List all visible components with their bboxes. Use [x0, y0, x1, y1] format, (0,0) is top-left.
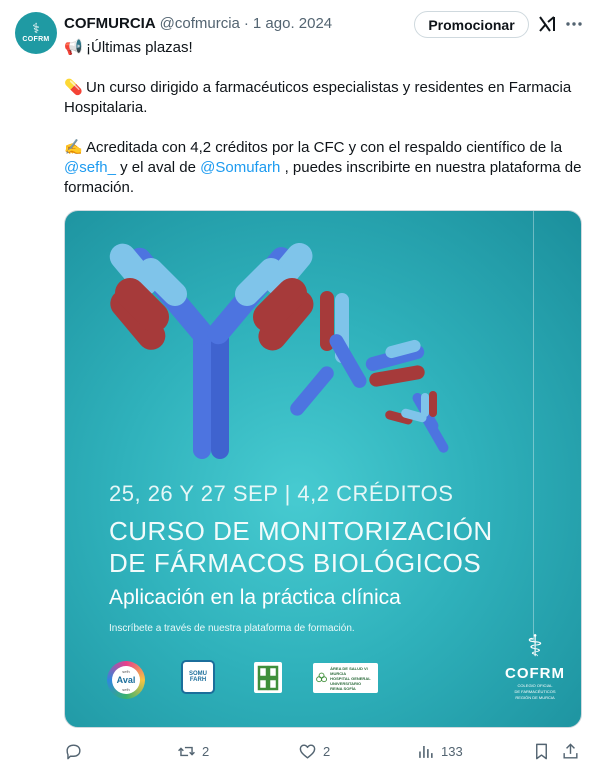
caduceus-icon: ⚕: [526, 629, 544, 664]
grok-icon[interactable]: [537, 14, 557, 34]
tweet-date[interactable]: 1 ago. 2024: [252, 14, 333, 32]
sefh-aval-logo: [107, 661, 145, 699]
views-bar-chart-icon: [416, 742, 435, 761]
aval-bottom-text: sefh: [122, 686, 130, 692]
course-title-line-1: CURSO DE MONITORIZACIÓN: [109, 516, 493, 546]
views-count: 133: [441, 743, 463, 759]
promote-button[interactable]: Promocionar: [414, 11, 529, 38]
share-icon: [561, 742, 580, 761]
aval-word: Aval: [116, 674, 136, 685]
tweet-line-2-text: Un curso dirigido a farmacéuticos especialistas y residentes en Farmacia Hospitalaria.: [64, 79, 572, 116]
cofrm-logo: [505, 631, 565, 700]
retweet-icon: [177, 742, 196, 761]
antibody-large: [81, 238, 342, 459]
tweet-line-1: [64, 38, 584, 58]
cofrm-wordmark: COFRM: [505, 665, 565, 682]
tweet-text: [64, 38, 584, 198]
area-line-1: ÁREA DE SALUD VI: [330, 665, 368, 671]
area-salud-logo: [313, 663, 378, 693]
bookmark-icon: [532, 742, 551, 761]
farh-text: FARH: [189, 677, 207, 683]
area-line-4: REINA SOFÍA: [330, 685, 356, 691]
share-button[interactable]: [561, 740, 580, 762]
tweet-header: [64, 13, 332, 33]
views-button[interactable]: [416, 740, 463, 762]
tweet-line-3-text-c: , puedes inscribirte en nuestra plataforma de formación.: [64, 159, 582, 196]
tweet-line-2: [64, 78, 584, 118]
tweet-image[interactable]: [64, 210, 582, 728]
clover-icon: [316, 669, 327, 687]
author-name[interactable]: COFMURCIA: [64, 14, 156, 32]
mention-sefh-link[interactable]: @sefh_: [64, 159, 116, 176]
tweet-line-3: [64, 138, 584, 198]
author-handle[interactable]: @cofmurcia: [159, 14, 240, 32]
more-icon[interactable]: [564, 14, 584, 34]
writing-hand-icon: ✍️: [64, 139, 83, 156]
somufarh-logo: [181, 660, 215, 694]
course-subtitle: Aplicación en la práctica clínica: [109, 586, 401, 609]
cofrm-tag-2: DE FARMACÉUTICOS: [514, 689, 556, 694]
megaphone-icon: 📢: [64, 39, 83, 56]
reply-button[interactable]: [64, 740, 89, 762]
heart-icon: [298, 742, 317, 761]
retweet-button[interactable]: [177, 740, 209, 762]
antibody-illustration: [65, 211, 582, 491]
cofrm-tag-1: COLEGIO OFICIAL: [517, 683, 553, 688]
area-line-2: MURCIA: [330, 670, 347, 676]
retweet-count: 2: [202, 743, 210, 759]
reply-icon: [64, 742, 83, 761]
caduceus-icon: ⚕: [32, 21, 40, 37]
avatar[interactable]: [15, 12, 57, 54]
cofrm-tag-3: REGIÓN DE MURCIA: [515, 695, 555, 700]
somu-text: SOMU: [189, 671, 207, 677]
tweet-actions: [64, 740, 584, 764]
tweet-line-3-text-b: y el aval de: [115, 159, 201, 176]
mention-somufarh-link[interactable]: @Somufarh: [200, 159, 281, 176]
avatar-label: COFRM: [22, 36, 50, 43]
pill-icon: 💊: [64, 79, 83, 96]
bookmark-button[interactable]: [532, 740, 551, 762]
like-count: 2: [323, 743, 331, 759]
like-button[interactable]: [298, 740, 330, 762]
tweet-line-3-text-a: Acreditada con 4,2 créditos por la CFC y con el respaldo científico de la: [86, 139, 563, 156]
cf-logo: [254, 662, 282, 693]
course-title-line-2: DE FÁRMACOS BIOLÓGICOS: [109, 548, 482, 578]
registration-note: Inscríbete a través de nuestra plataforma de formación.: [109, 623, 355, 634]
aval-top-text: sefh: [122, 668, 130, 674]
separator-dot: ·: [243, 14, 249, 32]
cf-mark-icon: [257, 665, 279, 691]
antibody-small: [384, 391, 450, 455]
area-line-3: HOSPITAL GENERAL UNIVERSITARIO: [330, 675, 371, 686]
course-dates: 25, 26 Y 27 SEP | 4,2 CRÉDITOS: [109, 481, 454, 506]
tweet-line-1-text: ¡Últimas plazas!: [86, 39, 193, 56]
divider-line: [533, 211, 534, 641]
